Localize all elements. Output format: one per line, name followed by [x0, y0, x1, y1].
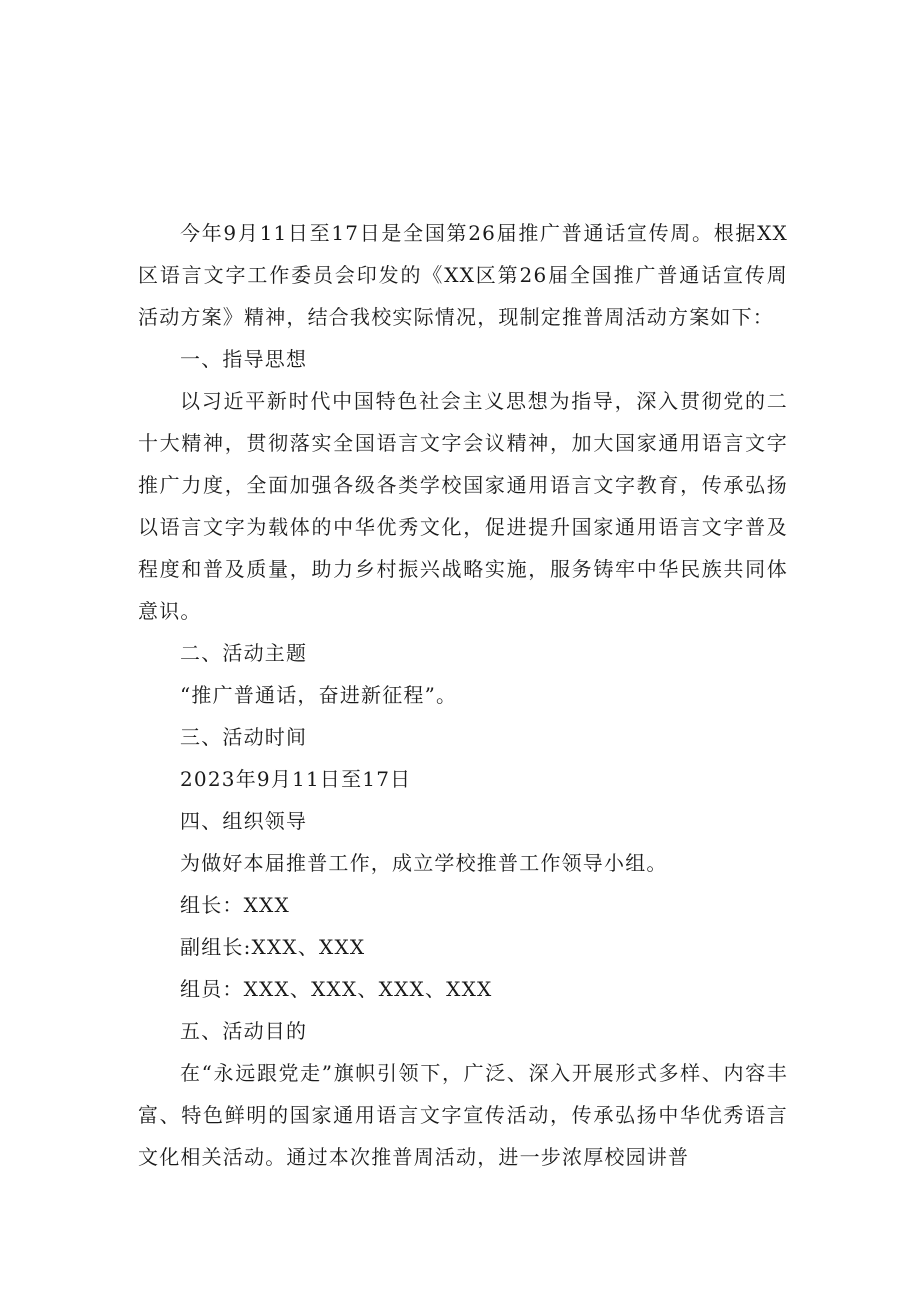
section-1-heading: 一、指导思想 [180, 347, 308, 371]
section-3-heading: 三、活动时间 [180, 725, 308, 749]
section-4-intro: 为做好本届推普工作，成立学校推普工作领导小组。 [180, 851, 668, 875]
section-4-leader: 组长：XXX [180, 893, 290, 917]
section-2-heading: 二、活动主题 [180, 641, 308, 665]
section-5-heading: 五、活动目的 [180, 1019, 308, 1043]
section-4-deputy: 副组长:XXX、XXX [180, 935, 366, 959]
intro-paragraph: 今年9月11日至17日是全国第26届推广普通话宣传周。根据XX区语言文字工作委员会印发的《XX区第26届全国推广普通话宣传周活动方案》精神，结合我校实际情况，现制定推普周活动方案如下： [138, 221, 788, 329]
section-4-heading: 四、组织领导 [180, 809, 308, 833]
section-2-body: “推广普通话，奋进新征程”。 [180, 683, 458, 707]
section-3-body: 2023年9月11日至17日 [180, 767, 412, 791]
section-5-body: 在“永远跟党走”旗帜引领下，广泛、深入开展形式多样、内容丰富、特色鲜明的国家通用语言文字宣传活动，传承弘扬中华优秀语言文化相关活动。通过本次推普周活动，进一步浓厚校园讲普 [138, 1061, 788, 1169]
section-1-body: 以习近平新时代中国特色社会主义思想为指导，深入贯彻党的二十大精神，贯彻落实全国语言文字会议精神，加大国家通用语言文字推广力度，全面加强各级各类学校国家通用语言文字教育，传承弘扬以语言文字为载体的中华优秀文化，促进提升国家通用语言文字普及程度和普及质量，助力乡村振兴战略实施，服务铸牢中华民族共同体意识。 [138, 389, 788, 623]
document-body [138, 212, 788, 1178]
section-4-members: 组员：XXX、XXX、XXX、XXX [180, 977, 493, 1001]
